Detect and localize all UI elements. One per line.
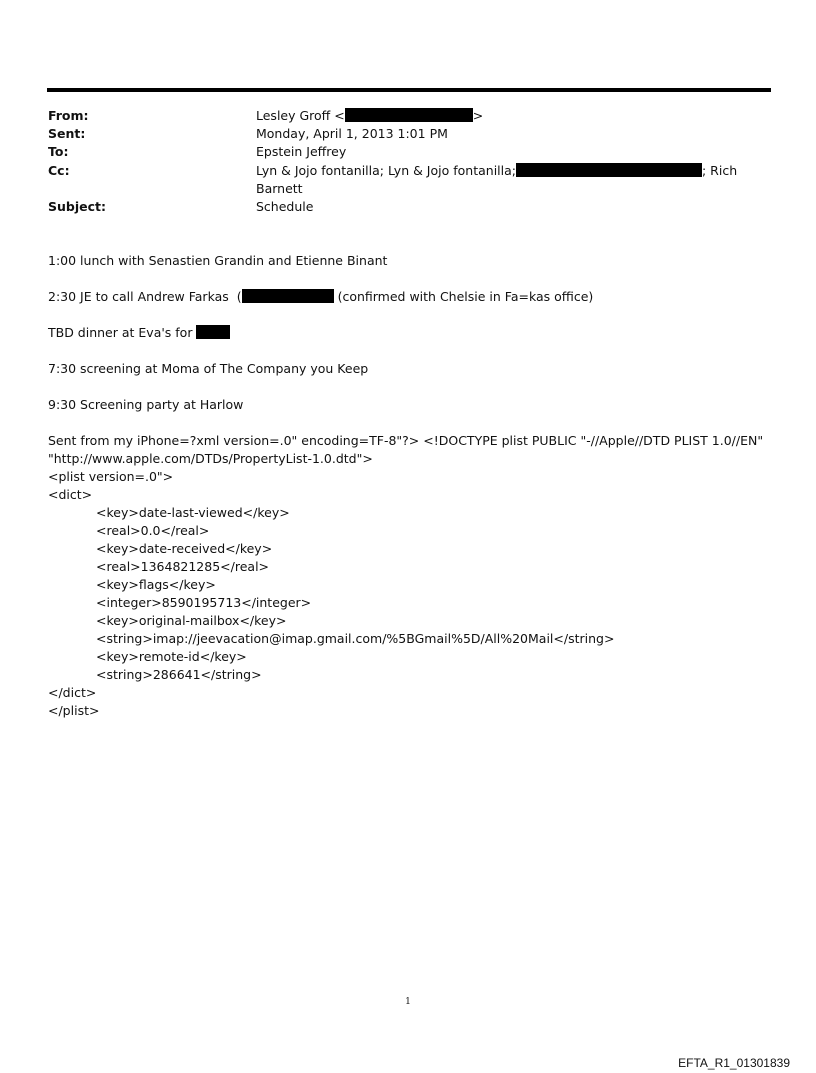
plist-entry: <string>286641</string>	[96, 667, 262, 682]
bates-number: EFTA_R1_01301839	[678, 1056, 790, 1070]
redaction-box	[345, 108, 473, 122]
redaction-box	[516, 163, 702, 177]
plist-open: <plist version=.0">	[48, 469, 174, 484]
plist-entry: <real>1364821285</real>	[96, 559, 270, 574]
subject-row	[48, 198, 748, 216]
subject-label: Subject:	[48, 199, 106, 215]
sent-row	[48, 125, 748, 143]
signature-line: Sent from my iPhone=?xml version=.0" encoding=TF-8"?> <!DOCTYPE plist PUBLIC "-//Apple//DTD PLIST 1.0//EN"	[48, 433, 764, 448]
to-label: To:	[48, 144, 69, 160]
plist-entry: <key>original-mailbox</key>	[96, 613, 287, 628]
from-label: From:	[48, 108, 89, 123]
from-close: >	[472, 108, 484, 123]
plist-entry: <string>imap://jeevacation@imap.gmail.com/%5BGmail%5D/All%20Mail</string>	[96, 631, 615, 646]
from-row	[48, 107, 748, 125]
redaction-box	[196, 325, 230, 339]
plist-entry: <key>date-received</key>	[96, 541, 273, 556]
dict-close: </dict>	[48, 685, 97, 700]
body-line: 9:30 Screening party at Harlow	[48, 397, 244, 412]
dict-open: <dict>	[48, 487, 93, 502]
plist-entry: <real>0.0</real>	[96, 523, 210, 538]
signature-line: "http://www.apple.com/DTDs/PropertyList-1.0.dtd">	[48, 451, 373, 466]
plist-entry: <key>date-last-viewed</key>	[96, 505, 290, 520]
body-line: 7:30 screening at Moma of The Company you Keep	[48, 361, 369, 376]
body-line: 1:00 lunch with Senastien Grandin and Etienne Binant	[48, 253, 388, 268]
redaction-box	[242, 289, 334, 303]
sent-label: Sent:	[48, 126, 86, 142]
body-line: TBD dinner at Eva's for	[48, 325, 197, 340]
body-line: (confirmed with Chelsie in Fa=kas office)	[333, 289, 594, 304]
plist-entry: <key>remote-id</key>	[96, 649, 247, 664]
email-header	[48, 107, 748, 216]
cc-value-c: Barnett	[256, 180, 303, 196]
email-body	[48, 252, 768, 720]
plist-entry: <key>flags</key>	[96, 577, 216, 592]
cc-value-b: ; Rich	[701, 162, 738, 178]
from-name: Lesley Groff <	[256, 108, 345, 123]
plist-entry: <integer>8590195713</integer>	[96, 595, 312, 610]
cc-value-a: Lyn & Jojo fontanilla; Lyn & Jojo fontanilla;	[256, 162, 516, 178]
to-row	[48, 143, 748, 161]
plist-close: </plist>	[48, 703, 100, 718]
header-rule	[47, 88, 771, 92]
cc-row	[48, 162, 748, 198]
signature-plist	[48, 432, 768, 720]
sent-value: Monday, April 1, 2013 1:01 PM	[256, 126, 448, 142]
body-line: 2:30 JE to call Andrew Farkas (	[48, 289, 242, 304]
page-number: 1	[405, 997, 411, 1007]
cc-label: Cc:	[48, 162, 70, 178]
to-value: Epstein Jeffrey	[256, 144, 347, 160]
subject-value: Schedule	[256, 199, 314, 215]
